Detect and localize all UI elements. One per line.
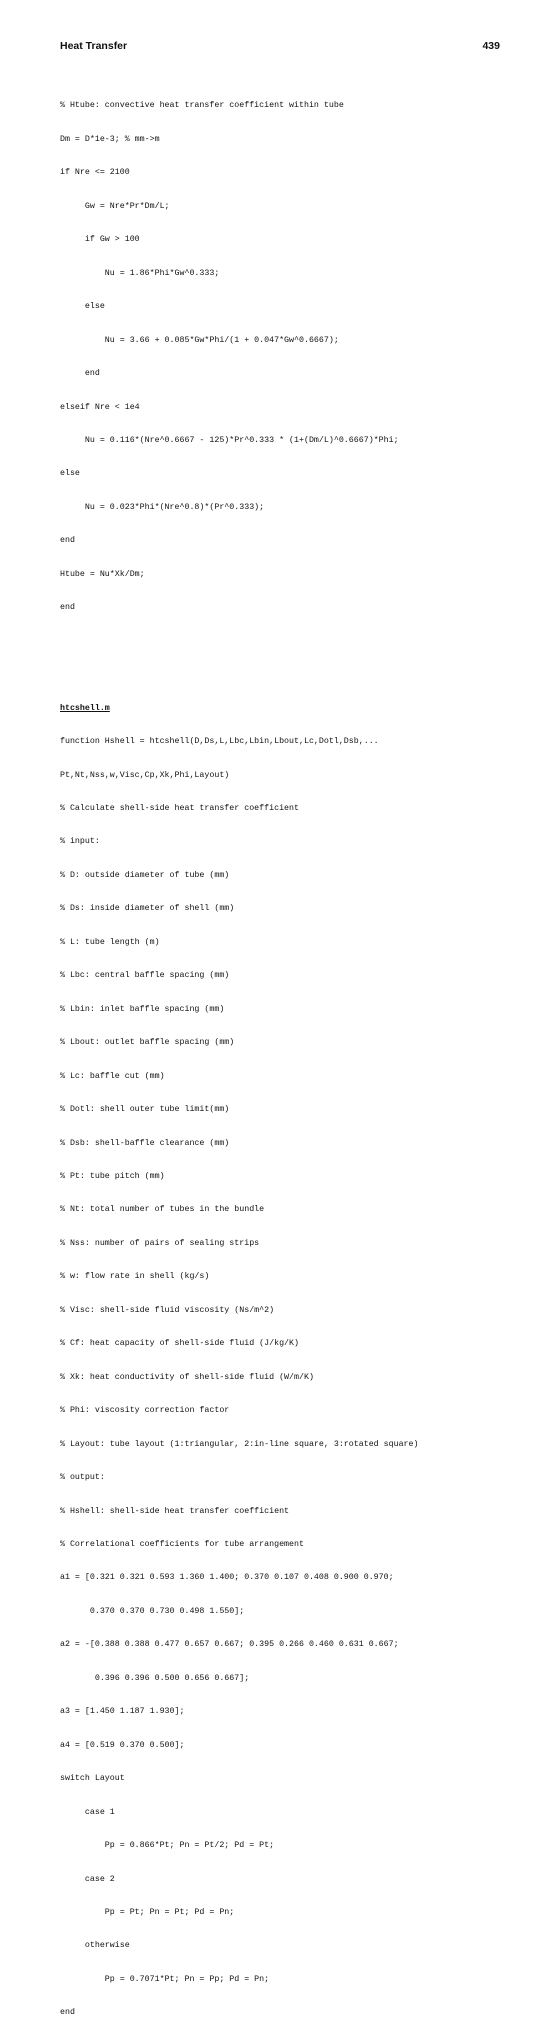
code-line: elseif Nre < 1e4 (60, 402, 140, 412)
code-line: % Pt: tube pitch (mm) (60, 1171, 165, 1181)
code-line: Nu = 1.86*Phi*Gw^0.333; (60, 268, 220, 278)
code-line: % Correlational coefficients for tube arrangement (60, 1539, 304, 1549)
code-line: a1 = [0.321 0.321 0.593 1.360 1.400; 0.370 0.107 0.408 0.900 0.970; (60, 1573, 394, 1583)
code-line: end (60, 369, 100, 379)
code-line: Htube = Nu*Xk/Dm; (60, 569, 145, 579)
code-line: if Gw > 100 (60, 235, 140, 245)
code-line: case 1 (60, 1807, 115, 1817)
code-line: % Ds: inside diameter of shell (mm) (60, 904, 235, 914)
code-line: % Nss: number of pairs of sealing strips (60, 1238, 260, 1248)
chapter-title: Heat Transfer (60, 40, 128, 52)
code-listing (60, 67, 530, 2041)
code-line: % Dsb: shell-baffle clearance (mm) (60, 1138, 230, 1148)
code-line: a4 = [0.519 0.370 0.500]; (60, 1740, 185, 1750)
code-line: else (60, 302, 105, 312)
code-line: 0.396 0.396 0.500 0.656 0.667]; (60, 1673, 250, 1683)
code-line: Pt,Nt,Nss,w,Visc,Cp,Xk,Phi,Layout) (60, 770, 230, 780)
code-line: % w: flow rate in shell (kg/s) (60, 1272, 210, 1282)
code-line: end (60, 536, 75, 546)
code-line: % Lbc: central baffle spacing (mm) (60, 971, 230, 981)
code-line: % Layout: tube layout (1:triangular, 2:in-line square, 3:rotated square) (60, 1439, 419, 1449)
code-line: 0.370 0.370 0.730 0.498 1.550]; (60, 1606, 245, 1616)
code-line: case 2 (60, 1874, 115, 1884)
code-line: % L: tube length (m) (60, 937, 160, 947)
code-line: Nu = 0.116*(Nre^0.6667 - 125)*Pr^0.333 * (1+(Dm/L)^0.6667)*Phi; (60, 436, 399, 445)
code-line: end (60, 603, 75, 613)
code-line: % Dotl: shell outer tube limit(mm) (60, 1105, 230, 1115)
code-line: Gw = Nre*Pr*Dm/L; (60, 201, 170, 211)
code-line: % Calculate shell-side heat transfer coefficient (60, 804, 299, 813)
code-line: a3 = [1.450 1.187 1.930]; (60, 1707, 185, 1717)
file-heading: htcshell.m (60, 703, 110, 713)
page-number: 439 (482, 40, 500, 52)
code-line: % Cf: heat capacity of shell-side fluid (J/kg/K) (60, 1339, 299, 1349)
code-line: Pp = 0.866*Pt; Pn = Pt/2; Pd = Pt; (60, 1841, 275, 1851)
code-line: % input: (60, 837, 100, 847)
blank-line (60, 647, 530, 658)
code-line: % Nt: total number of tubes in the bundle (60, 1205, 265, 1215)
code-line: Nu = 3.66 + 0.085*Gw*Phi/(1 + 0.047*Gw^0.6667); (60, 335, 339, 345)
code-line: Pp = Pt; Pn = Pt; Pd = Pn; (60, 1907, 235, 1917)
code-line: % Lbout: outlet baffle spacing (mm) (60, 1038, 235, 1048)
code-line: a2 = -[0.388 0.388 0.477 0.657 0.667; 0.395 0.266 0.460 0.631 0.667; (60, 1640, 399, 1650)
code-line: switch Layout (60, 1774, 125, 1784)
code-line: % Xk: heat conductivity of shell-side fluid (W/m/K) (60, 1372, 314, 1382)
code-line: % output: (60, 1473, 105, 1483)
code-line: Dm = D*1e-3; % mm->m (60, 134, 160, 144)
code-line: % Hshell: shell-side heat transfer coefficient (60, 1506, 290, 1516)
code-line: otherwise (60, 1941, 130, 1951)
code-line: end (60, 2008, 75, 2018)
running-head (60, 38, 500, 54)
code-line: % Lbin: inlet baffle spacing (mm) (60, 1004, 225, 1014)
code-line: % Htube: convective heat transfer coefficient within tube (60, 101, 344, 111)
code-line: else (60, 469, 80, 479)
code-line: if Nre <= 2100 (60, 168, 130, 178)
code-line: % Visc: shell-side fluid viscosity (Ns/m^2) (60, 1305, 275, 1315)
code-line: % D: outside diameter of tube (mm) (60, 870, 230, 880)
code-line: function Hshell = htcshell(D,Ds,L,Lbc,Lbin,Lbout,Lc,Dotl,Dsb,... (60, 737, 379, 747)
code-line: Pp = 0.7071*Pt; Pn = Pp; Pd = Pn; (60, 1974, 270, 1984)
code-line: Nu = 0.023*Phi*(Nre^0.8)*(Pr^0.333); (60, 502, 265, 512)
code-line: % Phi: viscosity correction factor (60, 1406, 230, 1416)
code-line: % Lc: baffle cut (mm) (60, 1071, 165, 1081)
